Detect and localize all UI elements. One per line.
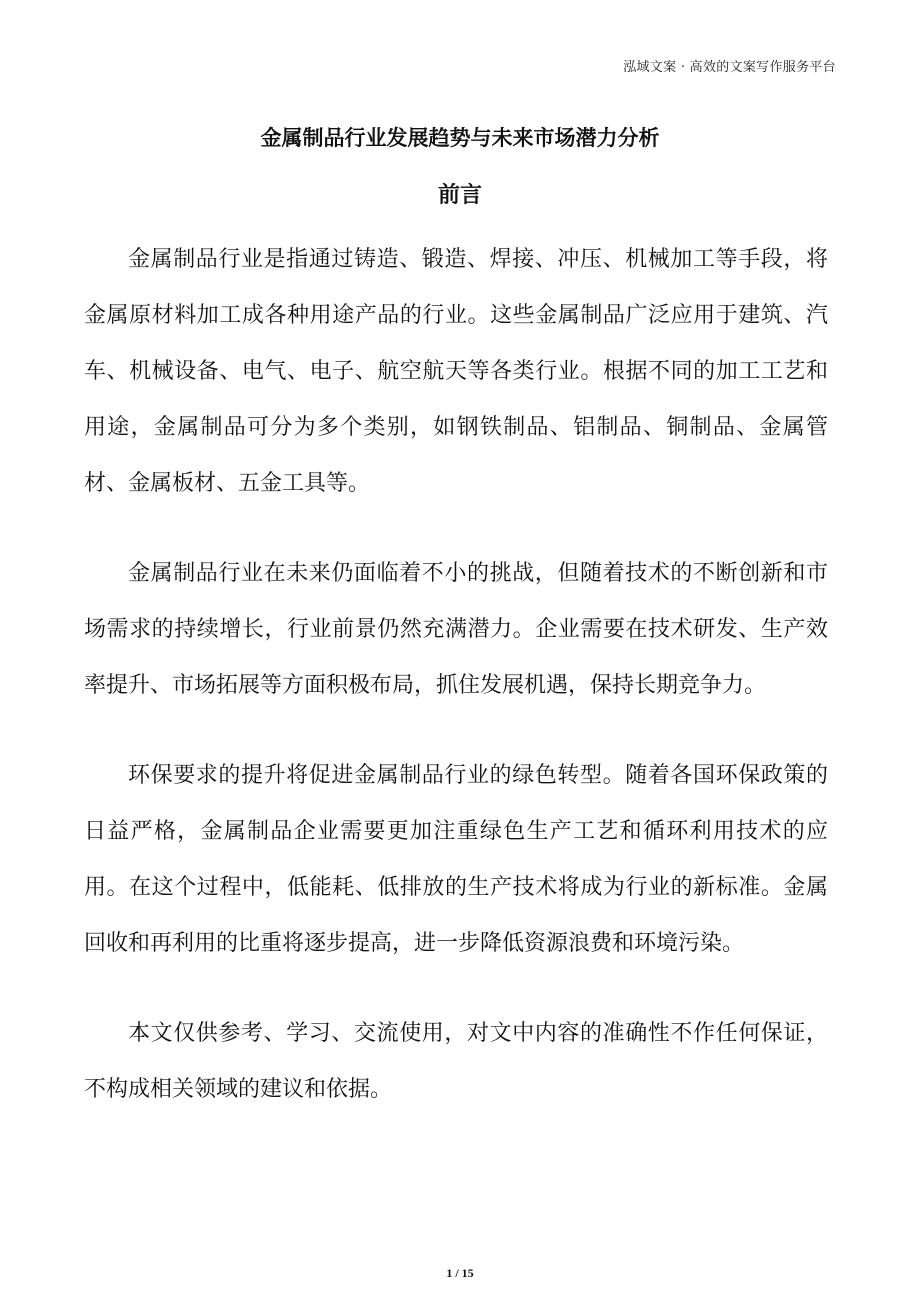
document-body xyxy=(84,232,828,1152)
page-number: 1 / 15 xyxy=(446,1266,474,1280)
document-title: 金属制品行业发展趋势与未来市场潜力分析 xyxy=(260,126,660,150)
paragraph-intro: 金属制品行业是指通过铸造、锻造、焊接、冲压、机械加工等手段，将金属原材料加工成各种用途产品的行业。这些金属制品广泛应用于建筑、汽车、机械设备、电气、电子、航空航天等各类行业。根据不同的加工工艺和用途，金属制品可分为多个类别，如钢铁制品、铝制品、铜制品、金属管材、金属板材、五金工具等。 xyxy=(84,247,828,496)
paragraph-green-transition: 环保要求的提升将促进金属制品行业的绿色转型。随着各国环保政策的日益严格，金属制品企业需要更加注重绿色生产工艺和循环利用技术的应用。在这个过程中，低能耗、低排放的生产技术将成为行业的新标准。金属回收和再利用的比重将逐步提高，进一步降低资源浪费和环境污染。 xyxy=(84,763,828,956)
paragraph-disclaimer: 本文仅供参考、学习、交流使用，对文中内容的准确性不作任何保证，不构成相关领域的建议和依据。 xyxy=(84,1021,828,1102)
paragraph-outlook: 金属制品行业在未来仍面临着不小的挑战，但随着技术的不断创新和市场需求的持续增长，行业前景仍然充满潜力。企业需要在技术研发、生产效率提升、市场拓展等方面积极布局，抓住发展机遇，保持长期竞争力。 xyxy=(84,561,828,698)
header-brand-text: 泓域文案 · 高效的文案写作服务平台 xyxy=(623,60,836,75)
section-heading: 前言 xyxy=(437,183,482,208)
